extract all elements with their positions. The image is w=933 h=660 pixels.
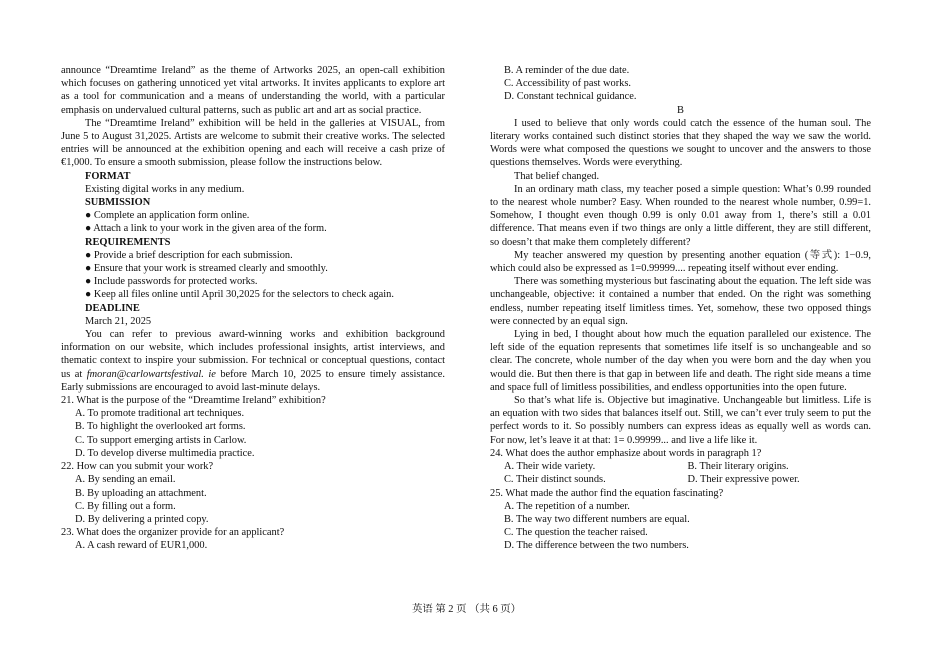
format-heading: FORMAT [85,170,131,182]
question-21: 21. What is the purpose of the “Dreamtime Ireland” exhibition? [61,395,326,407]
requirement-item: ● Keep all files online until April 30,2025 for the selectors to check again. [85,289,394,301]
closing-text-before: You can refer to previous award-winning works and exhibition background information on our website, which includes professional insights, artist interviews, and thematic context to inspire your submission. For technical or conceptual questions, contact us at [61,329,445,380]
question-25-option: C. The question the teacher raised. [504,527,648,539]
question-24-option: B. Their literary origins. [687,461,789,473]
question-24-option: A. Their wide variety. [504,461,596,473]
question-25: 25. What made the author find the equation fascinating? [490,487,724,499]
passage-b-paragraph-3: In an ordinary math class, my teacher posed a simple question: What’s 0.99 rounded to the nearest whole number? Easy. When rounded to the nearest whole number, 0.99=1. Somehow, I thought even though 0.99 is only 0.01 away from 1, there’s still a 0.01 difference. That means even if two things are only a little different, they are still different, so doesn’t that make them completely different? [490,183,871,248]
requirement-item: ● Ensure that your work is streamed clearly and smoothly. [85,263,328,275]
intro-paragraph-1: announce “Dreamtime Ireland” as the theme of Artworks 2025, an open-call exhibition which focuses on gathering unnoticed yet vital artworks. It invites applicants to explore art as a tool for communication and a means of understanding the world, with a particular emphasis on undervalued cultural patterns, such as public art and art as social practice. [61,65,445,116]
question-23-option: A. A cash reward of EUR1,000. [75,540,208,552]
question-24-option: D. Their expressive power. [687,474,800,486]
passage-b-paragraph-6: Lying in bed, I thought about how much the equation paralleled our existence. The left side of the equation represents that sometimes life itself is so unchangeable and so clear. The concrete, whole number of the day when you were born and the day when you would die. But then there is that gap in between life and death. The right side means a time and space full of limitless possibilities, and endless opportunities into the open future. [490,329,871,393]
requirement-item: ● Provide a brief description for each submission. [85,249,293,261]
right-column [490,64,871,553]
section-b-heading: B [677,104,684,116]
question-22-option: B. By uploading an attachment. [75,487,207,499]
question-21-option: D. To develop diverse multimedia practice. [75,447,255,459]
deadline-heading: DEADLINE [85,302,140,314]
closing-paragraph [61,328,445,394]
question-22-option: D. By delivering a printed copy. [75,513,209,525]
passage-b-paragraph-1: I used to believe that only words could catch the essence of the human soul. The literary works contained such distinct stories that they shaped the way we saw the world. Words were what composed the questions we sought to uncover and the answers to those questions themselves. Words were everything. [490,117,871,169]
question-22-option: A. By sending an email. [75,474,176,486]
format-text: Existing digital works in any medium. [85,183,245,195]
question-23-option: D. Constant technical guidance. [504,91,637,103]
question-23-option: B. A reminder of the due date. [504,65,630,76]
question-24: 24. What does the author emphasize about words in paragraph 1? [490,447,762,459]
question-21-option: B. To highlight the overlooked art forms. [75,421,246,433]
requirements-heading: REQUIREMENTS [85,236,171,248]
intro-paragraph-2: The “Dreamtime Ireland” exhibition will be held in the galleries at VISUAL, from June 5 to August 31,2025. Artists are welcome to submit their creative works. The selected entries will be announced at the exhibition opening and each will receive a cash prize of €1,000. To ensure a smooth submission, please follow the instructions below. [61,117,445,169]
requirement-item: ● Include passwords for protected works. [85,276,258,288]
question-24-options-row [490,473,871,486]
contact-email: fmoran@carlowartsfestival. ie [86,368,216,380]
deadline-date: March 21, 2025 [85,315,152,327]
page-footer: 英语 第 2 页 （共 6 页） [411,604,522,615]
question-24-option: C. Their distinct sounds. [504,474,606,486]
question-25-option: D. The difference between the two numbers. [504,540,689,552]
left-column [61,64,445,553]
passage-b-paragraph-4: My teacher answered my question by presenting another equation (等式): 1−0.9, which could also be expressed as 1=0.99999.... repeating itself without ever ending. [490,249,871,275]
passage-b-paragraph-2: That belief changed. [514,170,600,182]
question-22-option: C. By filling out a form. [75,500,176,512]
question-25-option: A. The repetition of a number. [504,500,630,512]
question-23-option: C. Accessibility of past works. [504,78,631,90]
question-21-option: C. To support emerging artists in Carlow. [75,434,247,446]
question-21-option: A. To promote traditional art techniques. [75,408,245,420]
passage-b-paragraph-5: There was something mysterious but fascinating about the equation. The left side was unchangeable, objective: it contained a number that ended. On the right was something endless, number repeating itself limitless times. Yet, somehow, these two opposed things were connected by an equal sign. [490,276,871,327]
question-23: 23. What does the organizer provide for an applicant? [61,527,285,539]
submission-heading: SUBMISSION [85,197,151,209]
question-24-options-row [490,460,871,473]
question-22: 22. How can you submit your work? [61,461,214,473]
question-25-option: B. The way two different numbers are equal. [504,513,690,525]
closing-text-after: before March 10, 2025 to ensure timely assistance. Early submissions are encouraged to avoid last-minute delays. [61,368,445,393]
passage-b-paragraph-7: So that’s what life is. Objective but imaginative. Unchangeable but limitless. Life is an equation with two sides that balances itself out. Still, we can’t ever truly seem to put the perfect words to it. So possibly numbers can express ideas as equally well as words can. For now, let’s leave it at that: 1= 0.99999... and live a life like it. [490,395,871,446]
submission-item: ● Attach a link to your work in the given area of the form. [85,223,327,235]
submission-item: ● Complete an application form online. [85,210,250,222]
